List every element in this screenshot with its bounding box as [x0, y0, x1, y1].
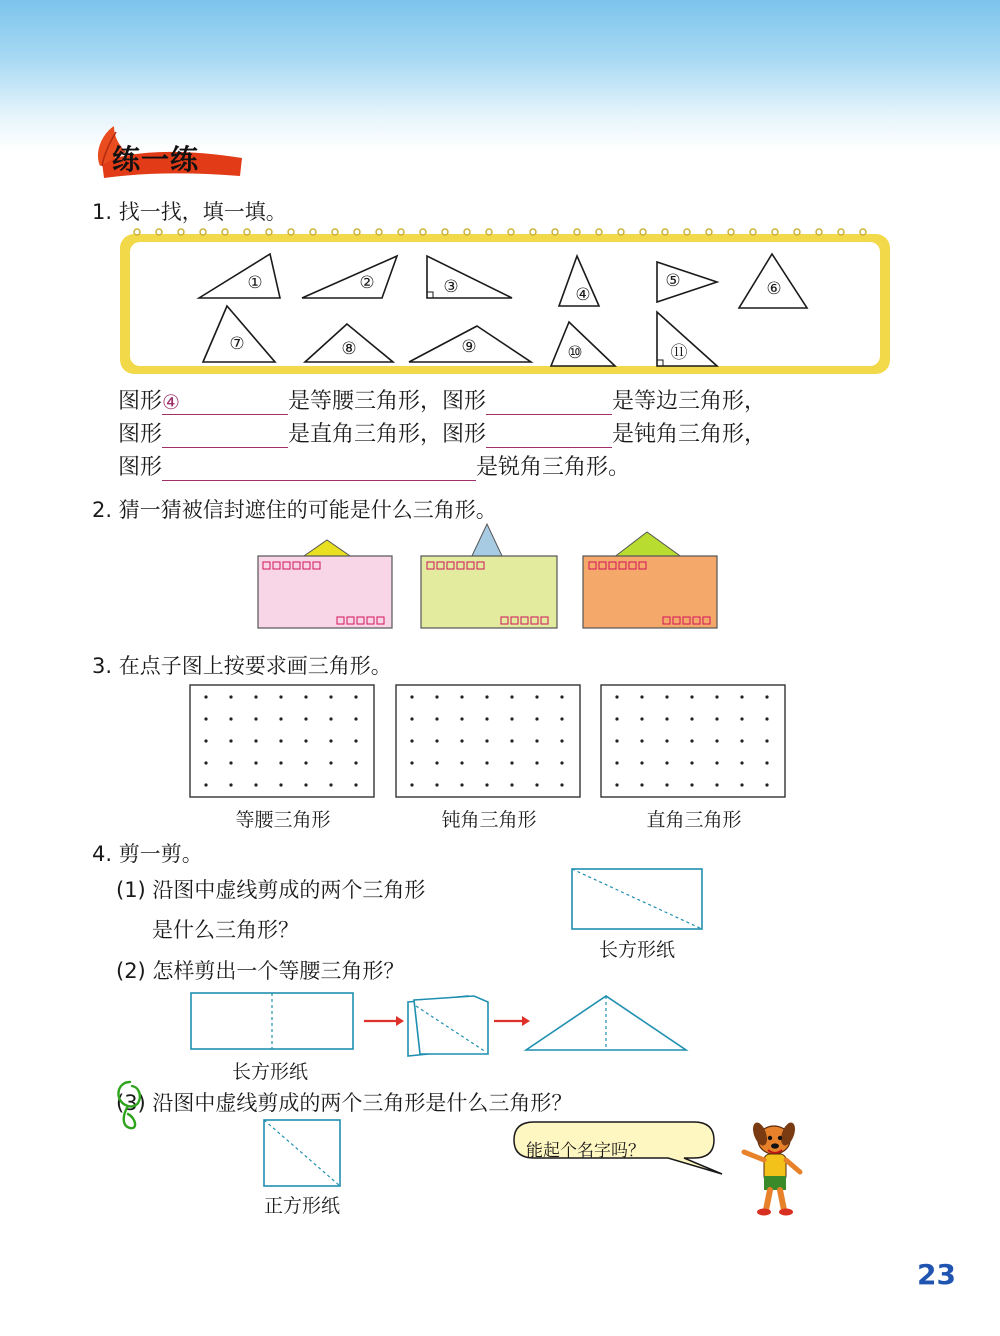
- triangle-label-2: ②: [359, 273, 375, 293]
- q4-part1-line2: 是什么三角形？: [152, 918, 299, 942]
- dot-grid-caption-2: 钝角三角形: [441, 809, 537, 831]
- q3-dot-grids: [188, 683, 788, 799]
- speech-bubble-text: 能起个名字吗？: [526, 1141, 645, 1161]
- page-number: 23: [917, 1258, 956, 1291]
- triangle-label-11: ⑪: [670, 343, 688, 363]
- q2-heading: 2. 猜一猜被信封遮住的可能是什么三角形。: [92, 498, 497, 522]
- dot-grid-caption-1: 等腰三角形: [235, 809, 331, 831]
- q1-triangle-panel: [117, 226, 893, 376]
- q2-envelopes: [255, 520, 725, 632]
- triangle-label-1: ①: [247, 273, 263, 293]
- triangle-label-3: ③: [443, 277, 459, 297]
- page-title: 练一练: [112, 143, 200, 176]
- q1-answer-line-2: 图形 是直角三角形，图形 是钝角三角形，: [118, 422, 767, 447]
- triangle-label-9: ⑨: [461, 337, 477, 357]
- answer-blank-equilateral[interactable]: [486, 390, 612, 415]
- q1-heading: 1. 找一找，填一填。: [92, 200, 287, 224]
- answer-blank-acute[interactable]: [162, 456, 476, 481]
- q4-part2-caption: 长方形纸: [231, 1061, 308, 1083]
- q4-fold-steps: [188, 988, 692, 1060]
- triangle-label-10: ⑩: [567, 343, 583, 363]
- triangle-label-4: ④: [575, 285, 591, 305]
- q4-part2: (2) 怎样剪出一个等腰三角形？: [116, 959, 405, 983]
- q4-square-paper-diagonal: [262, 1118, 342, 1188]
- q4-part1-caption: 长方形纸: [598, 939, 675, 961]
- dog-mascot-icon: [730, 1118, 810, 1218]
- q4-part1-line1: (1) 沿图中虚线剪成的两个三角形: [116, 878, 426, 902]
- triangle-label-7: ⑦: [229, 334, 245, 354]
- triangle-label-5: ⑤: [665, 271, 681, 291]
- answer-blank-isosceles[interactable]: ④: [162, 390, 288, 415]
- triangle-label-6: ⑥: [766, 279, 782, 299]
- triangle-label-8: ⑧: [341, 339, 357, 359]
- q3-heading: 3. 在点子图上按要求画三角形。: [92, 654, 392, 678]
- q1-answer-line-3: 图形 是锐角三角形。: [118, 455, 631, 480]
- q4-heading: 4. 剪一剪。: [92, 842, 203, 866]
- handwritten-circle-mark: [108, 1076, 152, 1134]
- q1-answer-line-1: 图形④ 是等腰三角形，图形 是等边三角形，: [118, 389, 767, 414]
- q4-part3: (3) 沿图中虚线剪成的两个三角形是什么三角形？: [116, 1091, 573, 1115]
- q4-part3-caption: 正方形纸: [263, 1195, 340, 1217]
- dot-grid-caption-3: 直角三角形: [646, 809, 742, 831]
- answer-blank-obtuse[interactable]: [486, 423, 612, 448]
- answer-blank-right[interactable]: [162, 423, 288, 448]
- q4-rect-paper-diagonal: [570, 866, 704, 932]
